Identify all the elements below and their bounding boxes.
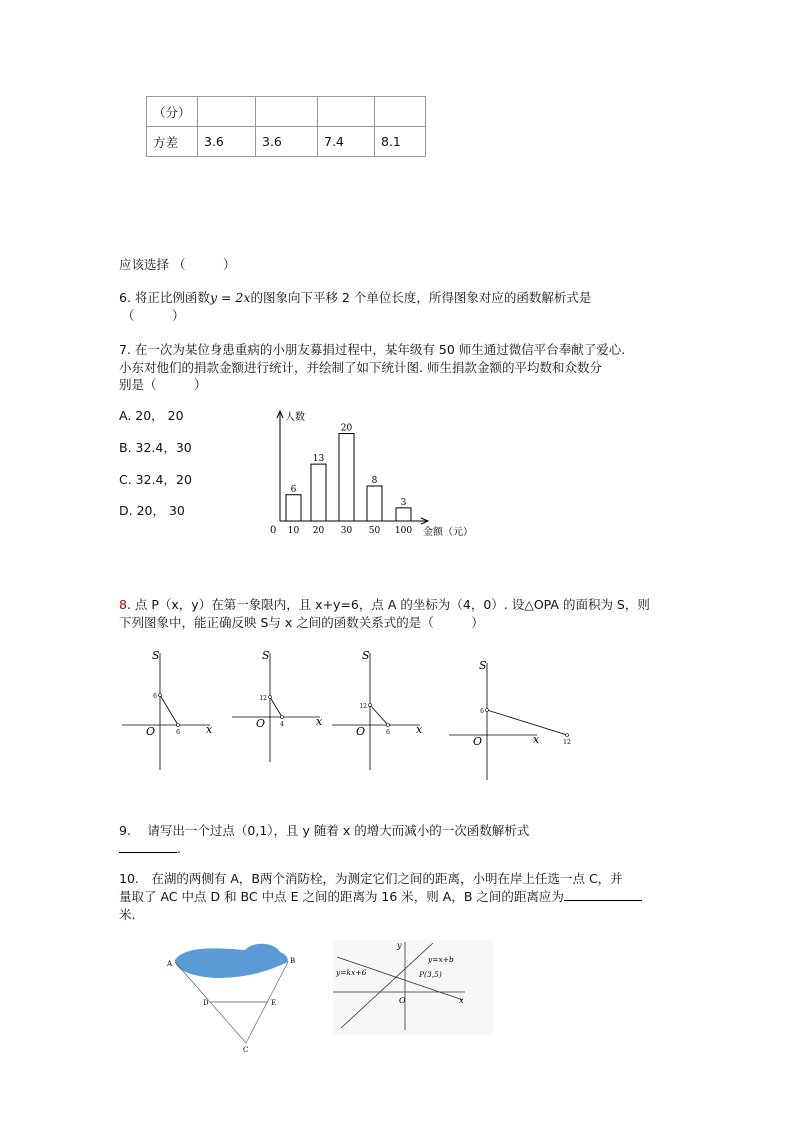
q8-line: . 点 P（x，y）在第一象限内，且 x+y=6，点 A 的坐标为（4，0）. 设△OPA 的面积为 S，则 bbox=[126, 597, 650, 612]
two-lines-diagram bbox=[333, 940, 493, 1035]
diagram-background bbox=[333, 940, 493, 1035]
table-cell: 8.1 bbox=[375, 127, 426, 157]
table-cell bbox=[198, 97, 256, 127]
q9-answer-blank[interactable] bbox=[119, 839, 177, 853]
bar-value-label: 13 bbox=[312, 454, 325, 465]
q8-line: 下列图象中，能正确反映 S与 x 之间的函数关系式的是（ ） bbox=[119, 615, 484, 630]
question-6 bbox=[119, 288, 591, 306]
table-cell: 3.6 bbox=[256, 127, 318, 157]
origin-label: 0 bbox=[270, 525, 277, 536]
bar bbox=[367, 486, 382, 521]
s-value-label: 12 bbox=[259, 695, 267, 702]
q6-number: 6. bbox=[119, 290, 131, 305]
open-point bbox=[269, 696, 272, 699]
point-e-label: E bbox=[271, 999, 277, 1007]
y-axis-label: y bbox=[397, 941, 402, 950]
table-cell: 3.6 bbox=[198, 127, 256, 157]
q7-line: 小东对他们的捐款金额进行统计，并绘制了如下统计图. 师生捐款金额的平均数和众数分 bbox=[119, 360, 602, 375]
x-axis-label: x bbox=[206, 723, 213, 736]
x-value-label: 6 bbox=[386, 729, 390, 736]
table-cell bbox=[318, 97, 375, 127]
open-point bbox=[566, 734, 569, 737]
x-axis-label: x bbox=[533, 733, 540, 746]
q9-line: 9. 请写出一个过点（0,1），且 y 随着 x 的增大而减小的一次函数解析式 bbox=[119, 823, 530, 838]
q5-answer-prompt: 应该选择 （ ） bbox=[119, 257, 236, 272]
option-graph-a bbox=[120, 645, 220, 775]
x-tick-label: 50 bbox=[368, 526, 381, 536]
s-value-label: 12 bbox=[359, 703, 367, 710]
q10-answer-blank[interactable] bbox=[564, 887, 642, 901]
table-row bbox=[147, 127, 426, 157]
graph-segment bbox=[370, 705, 388, 725]
line-1-label: y=x+b bbox=[428, 955, 454, 964]
origin-label: O bbox=[146, 725, 156, 738]
table-cell: 方差 bbox=[147, 127, 198, 157]
bar-value-label: 8 bbox=[371, 476, 378, 486]
x-value-label: 6 bbox=[176, 729, 180, 736]
bar bbox=[311, 464, 326, 521]
origin-label: O bbox=[256, 717, 266, 730]
x-tick-label: 100 bbox=[394, 526, 413, 536]
x-value-label: 12 bbox=[563, 739, 571, 746]
lake-shape bbox=[175, 944, 288, 978]
bar-value-label: 6 bbox=[290, 484, 297, 495]
q9-answer bbox=[119, 839, 181, 856]
x-tick-label: 10 bbox=[287, 526, 300, 536]
s-axis-label: S bbox=[362, 649, 370, 662]
q7-option-c: C. 32.4，20 bbox=[119, 472, 192, 487]
line-2-label: y=kx+6 bbox=[336, 968, 367, 977]
open-point bbox=[369, 704, 372, 707]
q7-option-d: D. 20， 30 bbox=[119, 503, 185, 518]
point-d-label: D bbox=[203, 999, 209, 1007]
s-axis-label: S bbox=[262, 649, 270, 662]
option-graph-b bbox=[235, 645, 335, 775]
open-point bbox=[281, 716, 284, 719]
s-value-label: 6 bbox=[480, 708, 484, 715]
bar bbox=[396, 508, 411, 521]
q7-option-b: B. 32.4，30 bbox=[119, 440, 192, 455]
point-b-label: B bbox=[290, 957, 296, 965]
s-axis-label: S bbox=[479, 659, 487, 672]
q6-answer-blank: （ ） bbox=[122, 308, 185, 323]
q10-line bbox=[119, 887, 642, 905]
table-cell bbox=[375, 97, 426, 127]
x-axis-label: x bbox=[316, 715, 323, 728]
donation-bar-chart bbox=[260, 405, 480, 545]
open-point bbox=[486, 709, 489, 712]
x-axis-label: x bbox=[416, 723, 423, 736]
question-8 bbox=[119, 595, 650, 613]
q7-option-a: A. 20， 20 bbox=[119, 408, 184, 423]
q7-line: 别是（ ） bbox=[119, 377, 207, 392]
q7-line: 7. 在一次为某位身患重病的小朋友募捐过程中，某年级有 50 师生通过微信平台奉献了爱心. bbox=[119, 342, 626, 357]
s-value-label: 6 bbox=[153, 693, 157, 700]
q10-text: 量取了 AC 中点 D 和 BC 中点 E 之间的距离为 16 米，则 A，B 之间的距离应为 bbox=[119, 889, 564, 904]
origin-label: O bbox=[399, 996, 406, 1005]
open-point bbox=[159, 694, 162, 697]
origin-label: O bbox=[473, 735, 483, 748]
variance-table bbox=[146, 96, 426, 157]
option-graph-c bbox=[330, 645, 430, 775]
q10-line: 米. bbox=[119, 907, 136, 922]
table-cell: （分） bbox=[147, 97, 198, 127]
s-axis-label: S bbox=[152, 649, 160, 662]
table-cell: 7.4 bbox=[318, 127, 375, 157]
graph-segment bbox=[270, 697, 282, 717]
table-row bbox=[147, 97, 426, 127]
option-graph-d bbox=[452, 655, 571, 780]
point-a-label: A bbox=[167, 960, 173, 968]
q9-period: . bbox=[177, 841, 181, 856]
open-point bbox=[177, 724, 180, 727]
q6-formula: y = 2x bbox=[209, 290, 251, 305]
x-axis-label: x bbox=[459, 996, 464, 1005]
bar-value-label: 20 bbox=[340, 423, 353, 434]
x-value-label: 4 bbox=[280, 721, 284, 728]
graph-segment bbox=[487, 710, 567, 735]
x-axis-label: 金额（元） bbox=[423, 527, 473, 538]
bar-value-label: 3 bbox=[400, 497, 407, 508]
bar bbox=[286, 495, 301, 521]
q6-text-2: 的图象向下平移 2 个单位长度，所得图象对应的函数解析式是 bbox=[250, 290, 592, 305]
x-tick-label: 20 bbox=[312, 526, 325, 536]
y-axis-label: 人数 bbox=[285, 412, 305, 423]
point-p-label: P(3,5) bbox=[419, 970, 442, 979]
bar bbox=[339, 434, 354, 522]
point-c-label: C bbox=[243, 1046, 249, 1054]
q10-line: 10. 在湖的两侧有 A，B两个消防栓，为测定它们之间的距离，小明在岸上任选一点 C，并 bbox=[119, 871, 623, 886]
table-cell bbox=[256, 97, 318, 127]
origin-label: O bbox=[356, 725, 366, 738]
graph-segment bbox=[160, 695, 178, 725]
q8-number: 8 bbox=[119, 597, 127, 612]
lake-diagram bbox=[160, 940, 300, 1054]
open-point bbox=[387, 724, 390, 727]
x-tick-label: 30 bbox=[340, 526, 353, 536]
q6-text: 将正比例函数 bbox=[134, 290, 210, 305]
